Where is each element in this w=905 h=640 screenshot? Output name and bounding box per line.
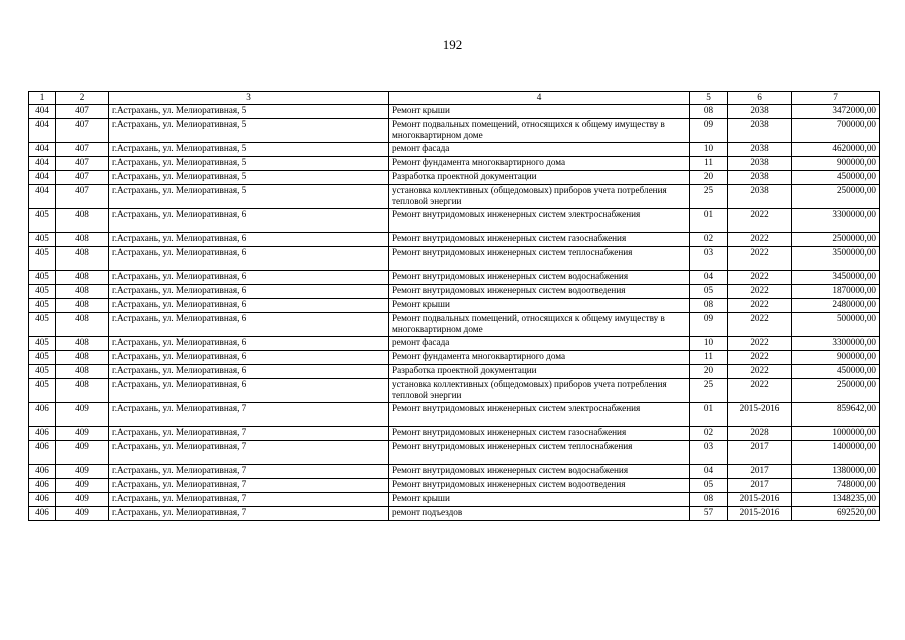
address-cell: г.Астрахань, ул. Мелиоративная, 6 — [109, 378, 389, 402]
year-cell: 2038 — [728, 118, 792, 142]
work-type-cell: Ремонт внутридомовых инженерных систем газоснабжения — [389, 426, 690, 440]
year-cell: 2022 — [728, 364, 792, 378]
work-code-cell: 05 — [690, 284, 728, 298]
work-code-cell: 04 — [690, 464, 728, 478]
work-type-cell: ремонт фасада — [389, 142, 690, 156]
row-number-cell: 405 — [29, 312, 56, 336]
row-number-cell: 405 — [29, 298, 56, 312]
row-number-cell: 404 — [29, 156, 56, 170]
address-cell: г.Астрахань, ул. Мелиоративная, 6 — [109, 232, 389, 246]
address-cell: г.Астрахань, ул. Мелиоративная, 7 — [109, 440, 389, 464]
year-cell: 2038 — [728, 184, 792, 208]
year-cell: 2038 — [728, 170, 792, 184]
cost-cell: 859642,00 — [792, 402, 880, 426]
year-cell: 2028 — [728, 426, 792, 440]
address-cell: г.Астрахань, ул. Мелиоративная, 6 — [109, 208, 389, 232]
cost-cell: 3472000,00 — [792, 104, 880, 118]
work-type-cell: Ремонт крыши — [389, 492, 690, 506]
object-number-cell: 408 — [56, 336, 109, 350]
cost-cell: 3450000,00 — [792, 270, 880, 284]
table-row — [29, 464, 880, 478]
work-code-cell: 03 — [690, 246, 728, 270]
year-cell: 2022 — [728, 208, 792, 232]
row-number-cell: 404 — [29, 142, 56, 156]
row-number-cell: 404 — [29, 118, 56, 142]
year-cell: 2038 — [728, 156, 792, 170]
table-row — [29, 364, 880, 378]
row-number-cell: 406 — [29, 478, 56, 492]
object-number-cell: 407 — [56, 118, 109, 142]
year-cell: 2022 — [728, 350, 792, 364]
address-cell: г.Астрахань, ул. Мелиоративная, 7 — [109, 402, 389, 426]
row-number-cell: 406 — [29, 402, 56, 426]
address-cell: г.Астрахань, ул. Мелиоративная, 7 — [109, 464, 389, 478]
work-type-cell: Ремонт фундамента многоквартирного дома — [389, 156, 690, 170]
table-row — [29, 270, 880, 284]
table-row — [29, 378, 880, 402]
work-code-cell: 02 — [690, 426, 728, 440]
year-cell: 2022 — [728, 336, 792, 350]
column-header: 7 — [792, 92, 880, 105]
cost-cell: 250000,00 — [792, 184, 880, 208]
object-number-cell: 409 — [56, 506, 109, 520]
year-cell: 2017 — [728, 440, 792, 464]
address-cell: г.Астрахань, ул. Мелиоративная, 6 — [109, 284, 389, 298]
row-number-cell: 404 — [29, 184, 56, 208]
address-cell: г.Астрахань, ул. Мелиоративная, 6 — [109, 312, 389, 336]
year-cell: 2022 — [728, 284, 792, 298]
header-row — [29, 92, 880, 105]
work-code-cell: 20 — [690, 364, 728, 378]
table-row — [29, 104, 880, 118]
object-number-cell: 409 — [56, 440, 109, 464]
cost-cell: 3300000,00 — [792, 336, 880, 350]
cost-cell: 1870000,00 — [792, 284, 880, 298]
object-number-cell: 409 — [56, 402, 109, 426]
work-type-cell: Ремонт внутридомовых инженерных систем теплоснабжения — [389, 246, 690, 270]
table-row — [29, 284, 880, 298]
cost-cell: 700000,00 — [792, 118, 880, 142]
work-type-cell: Ремонт подвальных помещений, относящихся к общему имуществу в многоквартирном доме — [389, 312, 690, 336]
year-cell: 2022 — [728, 378, 792, 402]
address-cell: г.Астрахань, ул. Мелиоративная, 7 — [109, 506, 389, 520]
year-cell: 2022 — [728, 312, 792, 336]
address-cell: г.Астрахань, ул. Мелиоративная, 5 — [109, 170, 389, 184]
page-number: 192 — [442, 37, 463, 52]
object-number-cell: 408 — [56, 208, 109, 232]
work-type-cell: Ремонт внутридомовых инженерных систем электроснабжения — [389, 402, 690, 426]
work-type-cell: ремонт подъездов — [389, 506, 690, 520]
work-code-cell: 25 — [690, 378, 728, 402]
capital-repair-table — [28, 91, 880, 521]
work-code-cell: 10 — [690, 336, 728, 350]
cost-cell: 4620000,00 — [792, 142, 880, 156]
object-number-cell: 407 — [56, 156, 109, 170]
year-cell: 2038 — [728, 142, 792, 156]
work-code-cell: 02 — [690, 232, 728, 246]
table-row — [29, 492, 880, 506]
object-number-cell: 407 — [56, 170, 109, 184]
address-cell: г.Астрахань, ул. Мелиоративная, 7 — [109, 492, 389, 506]
work-code-cell: 05 — [690, 478, 728, 492]
object-number-cell: 409 — [56, 478, 109, 492]
row-number-cell: 405 — [29, 284, 56, 298]
address-cell: г.Астрахань, ул. Мелиоративная, 6 — [109, 364, 389, 378]
work-code-cell: 25 — [690, 184, 728, 208]
row-number-cell: 405 — [29, 350, 56, 364]
cost-cell: 450000,00 — [792, 364, 880, 378]
row-number-cell: 405 — [29, 246, 56, 270]
row-number-cell: 405 — [29, 378, 56, 402]
table-row — [29, 350, 880, 364]
cost-cell: 748000,00 — [792, 478, 880, 492]
work-code-cell: 08 — [690, 298, 728, 312]
cost-cell: 1348235,00 — [792, 492, 880, 506]
object-number-cell: 409 — [56, 464, 109, 478]
object-number-cell: 408 — [56, 312, 109, 336]
row-number-cell: 405 — [29, 270, 56, 284]
address-cell: г.Астрахань, ул. Мелиоративная, 7 — [109, 426, 389, 440]
work-type-cell: Ремонт фундамента многоквартирного дома — [389, 350, 690, 364]
cost-cell: 250000,00 — [792, 378, 880, 402]
row-number-cell: 404 — [29, 104, 56, 118]
object-number-cell: 408 — [56, 270, 109, 284]
column-header: 3 — [109, 92, 389, 105]
column-header: 5 — [690, 92, 728, 105]
address-cell: г.Астрахань, ул. Мелиоративная, 5 — [109, 184, 389, 208]
work-type-cell: Ремонт внутридомовых инженерных систем водоотведения — [389, 284, 690, 298]
work-code-cell: 11 — [690, 350, 728, 364]
table-row — [29, 298, 880, 312]
year-cell: 2038 — [728, 104, 792, 118]
object-number-cell: 408 — [56, 378, 109, 402]
work-code-cell: 20 — [690, 170, 728, 184]
table-row — [29, 208, 880, 232]
table-row — [29, 142, 880, 156]
row-number-cell: 406 — [29, 492, 56, 506]
work-type-cell: Разработка проектной документации — [389, 364, 690, 378]
row-number-cell: 406 — [29, 440, 56, 464]
work-type-cell: Ремонт внутридомовых инженерных систем водоснабжения — [389, 270, 690, 284]
table-row — [29, 156, 880, 170]
year-cell: 2022 — [728, 270, 792, 284]
address-cell: г.Астрахань, ул. Мелиоративная, 6 — [109, 350, 389, 364]
address-cell: г.Астрахань, ул. Мелиоративная, 5 — [109, 156, 389, 170]
object-number-cell: 408 — [56, 284, 109, 298]
address-cell: г.Астрахань, ул. Мелиоративная, 7 — [109, 478, 389, 492]
cost-cell: 3300000,00 — [792, 208, 880, 232]
work-code-cell: 01 — [690, 208, 728, 232]
address-cell: г.Астрахань, ул. Мелиоративная, 6 — [109, 298, 389, 312]
work-code-cell: 11 — [690, 156, 728, 170]
work-type-cell: Ремонт крыши — [389, 298, 690, 312]
object-number-cell: 407 — [56, 142, 109, 156]
object-number-cell: 407 — [56, 184, 109, 208]
row-number-cell: 405 — [29, 364, 56, 378]
table-row — [29, 312, 880, 336]
table-row — [29, 246, 880, 270]
table-row — [29, 336, 880, 350]
object-number-cell: 407 — [56, 104, 109, 118]
row-number-cell: 406 — [29, 426, 56, 440]
cost-cell: 2500000,00 — [792, 232, 880, 246]
cost-cell: 692520,00 — [792, 506, 880, 520]
row-number-cell: 404 — [29, 170, 56, 184]
cost-cell: 2480000,00 — [792, 298, 880, 312]
row-number-cell: 406 — [29, 464, 56, 478]
table-row — [29, 440, 880, 464]
object-number-cell: 408 — [56, 298, 109, 312]
row-number-cell: 405 — [29, 232, 56, 246]
row-number-cell: 405 — [29, 208, 56, 232]
cost-cell: 900000,00 — [792, 350, 880, 364]
address-cell: г.Астрахань, ул. Мелиоративная, 5 — [109, 104, 389, 118]
work-code-cell: 01 — [690, 402, 728, 426]
object-number-cell: 408 — [56, 364, 109, 378]
work-type-cell: Разработка проектной документации — [389, 170, 690, 184]
work-type-cell: Ремонт внутридомовых инженерных систем электроснабжения — [389, 208, 690, 232]
table-row — [29, 170, 880, 184]
work-code-cell: 10 — [690, 142, 728, 156]
work-type-cell: Ремонт внутридомовых инженерных систем теплоснабжения — [389, 440, 690, 464]
work-code-cell: 57 — [690, 506, 728, 520]
year-cell: 2022 — [728, 246, 792, 270]
row-number-cell: 405 — [29, 336, 56, 350]
cost-cell: 450000,00 — [792, 170, 880, 184]
column-header: 1 — [29, 92, 56, 105]
work-code-cell: 09 — [690, 312, 728, 336]
year-cell: 2015-2016 — [728, 492, 792, 506]
year-cell: 2017 — [728, 464, 792, 478]
table-row — [29, 232, 880, 246]
address-cell: г.Астрахань, ул. Мелиоративная, 6 — [109, 336, 389, 350]
year-cell: 2017 — [728, 478, 792, 492]
object-number-cell: 408 — [56, 350, 109, 364]
column-header: 4 — [389, 92, 690, 105]
work-code-cell: 04 — [690, 270, 728, 284]
work-type-cell: установка коллективных (общедомовых) приборов учета потребления тепловой энергии — [389, 184, 690, 208]
address-cell: г.Астрахань, ул. Мелиоративная, 5 — [109, 142, 389, 156]
year-cell: 2022 — [728, 232, 792, 246]
year-cell: 2015-2016 — [728, 402, 792, 426]
work-type-cell: Ремонт внутридомовых инженерных систем водоотведения — [389, 478, 690, 492]
address-cell: г.Астрахань, ул. Мелиоративная, 6 — [109, 270, 389, 284]
object-number-cell: 409 — [56, 492, 109, 506]
table-row — [29, 478, 880, 492]
year-cell: 2015-2016 — [728, 506, 792, 520]
cost-cell: 1000000,00 — [792, 426, 880, 440]
column-header: 2 — [56, 92, 109, 105]
work-code-cell: 09 — [690, 118, 728, 142]
cost-cell: 900000,00 — [792, 156, 880, 170]
object-number-cell: 408 — [56, 232, 109, 246]
address-cell: г.Астрахань, ул. Мелиоративная, 5 — [109, 118, 389, 142]
object-number-cell: 408 — [56, 246, 109, 270]
cost-cell: 500000,00 — [792, 312, 880, 336]
work-type-cell: ремонт фасада — [389, 336, 690, 350]
work-code-cell: 08 — [690, 492, 728, 506]
work-type-cell: Ремонт внутридомовых инженерных систем водоснабжения — [389, 464, 690, 478]
work-type-cell: Ремонт крыши — [389, 104, 690, 118]
work-type-cell: Ремонт подвальных помещений, относящихся к общему имуществу в многоквартирном доме — [389, 118, 690, 142]
column-header: 6 — [728, 92, 792, 105]
year-cell: 2022 — [728, 298, 792, 312]
object-number-cell: 409 — [56, 426, 109, 440]
cost-cell: 3500000,00 — [792, 246, 880, 270]
cost-cell: 1400000,00 — [792, 440, 880, 464]
table-row — [29, 426, 880, 440]
table-row — [29, 402, 880, 426]
table-row — [29, 118, 880, 142]
address-cell: г.Астрахань, ул. Мелиоративная, 6 — [109, 246, 389, 270]
table-row — [29, 506, 880, 520]
row-number-cell: 406 — [29, 506, 56, 520]
work-code-cell: 03 — [690, 440, 728, 464]
table-row — [29, 184, 880, 208]
cost-cell: 1380000,00 — [792, 464, 880, 478]
work-type-cell: Ремонт внутридомовых инженерных систем газоснабжения — [389, 232, 690, 246]
work-code-cell: 08 — [690, 104, 728, 118]
work-type-cell: установка коллективных (общедомовых) приборов учета потребления тепловой энергии — [389, 378, 690, 402]
